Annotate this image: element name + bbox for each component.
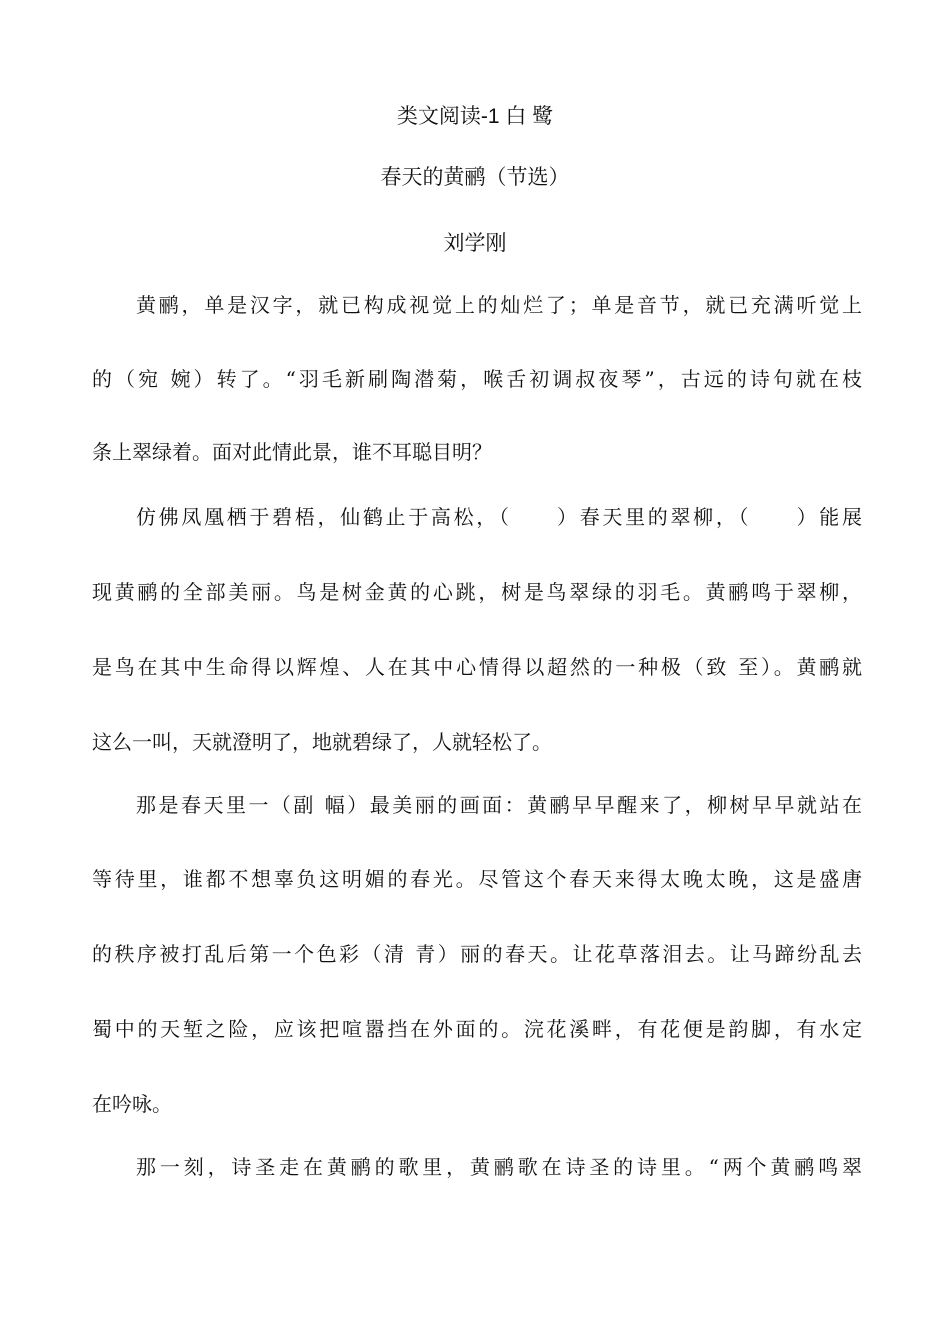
paragraph-2-line-4: 这么一叫，天就澄明了，地就碧绿了，人就轻松了。 bbox=[92, 730, 552, 754]
paragraph-2-line-2: 现黄鹂的全部美丽。鸟是树金黄的心跳，树是鸟翠绿的羽毛。黄鹂鸣于翠柳， bbox=[92, 580, 862, 604]
section-title: 类文阅读-1 白 鹭 bbox=[396, 105, 554, 128]
paragraph-3-line-2: 等待里，谁都不想辜负这明媚的春光。尽管这个春天来得太晚太晚，这是盛唐 bbox=[92, 867, 862, 891]
paragraph-3-line-1: 那是春天里一（副 幅）最美丽的画面：黄鹂早早醒来了，柳树早早就站在 bbox=[136, 793, 862, 817]
paragraph-4-line-1: 那一刻，诗圣走在黄鹂的歌里，黄鹂歌在诗圣的诗里。“两个黄鹂鸣翠 bbox=[136, 1155, 862, 1179]
paragraph-3-line-5: 在吟咏。 bbox=[92, 1092, 172, 1116]
author-name: 刘学刚 bbox=[443, 232, 507, 255]
paragraph-1-line-2: 的（宛 婉）转了。“羽毛新刷陶潜菊，喉舌初调叔夜琴”，古远的诗句就在枝 bbox=[92, 367, 862, 391]
paragraph-1-line-1: 黄鹂，单是汉字，就已构成视觉上的灿烂了；单是音节，就已充满听觉上 bbox=[136, 293, 862, 317]
paragraph-3-line-3: 的秩序被打乱后第一个色彩（清 青）丽的春天。让花草落泪去。让马蹄纷乱去 bbox=[92, 942, 862, 966]
paragraph-2-line-3: 是鸟在其中生命得以辉煌、人在其中心情得以超然的一种极（致 至）。黄鹂就 bbox=[92, 655, 862, 679]
paragraph-2-line-1: 仿佛凤凰栖于碧梧，仙鹤止于高松，（ ）春天里的翠柳，（ ）能展 bbox=[136, 505, 862, 529]
article-title: 春天的黄鹂（节选） bbox=[380, 166, 570, 189]
paragraph-3-line-4: 蜀中的天堑之险，应该把喧嚣挡在外面的。浣花溪畔，有花便是韵脚，有水定 bbox=[92, 1017, 862, 1041]
paragraph-1-line-3: 条上翠绿着。面对此情此景，谁不耳聪目明？ bbox=[92, 440, 492, 464]
